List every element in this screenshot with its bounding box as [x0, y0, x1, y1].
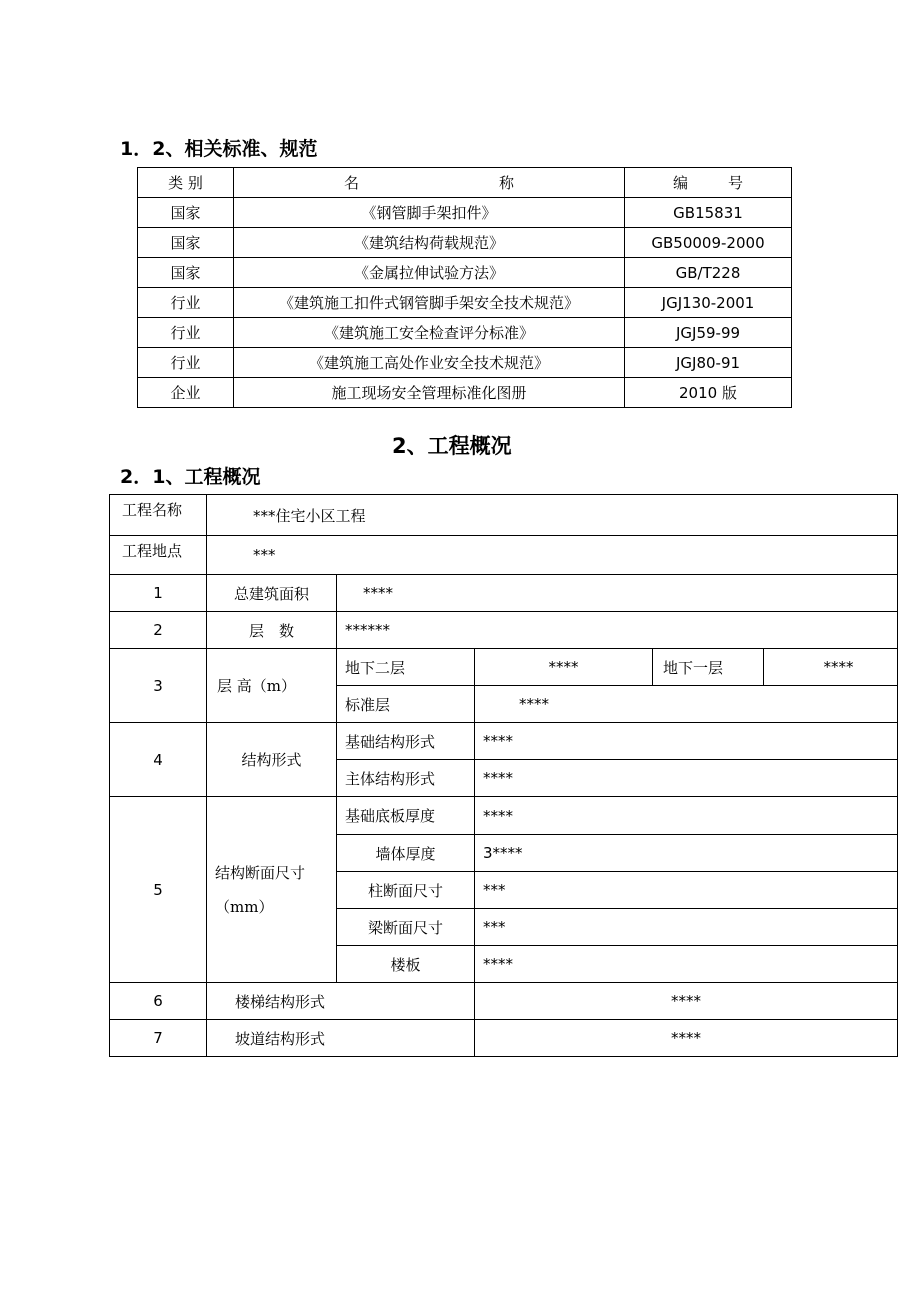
standard-name-cell: 《建筑施工扣件式钢管脚手架安全技术规范》: [234, 288, 625, 318]
basement-2-label: 地下二层: [337, 649, 475, 686]
foundation-structure-label: 基础结构形式: [337, 723, 475, 760]
table-row: [110, 723, 898, 760]
structure-form-label: 结构形式: [207, 723, 337, 797]
category-cell: 行业: [138, 348, 234, 378]
floor-height-label: 层 高（m）: [207, 649, 337, 723]
header-name: 名 称: [234, 168, 625, 198]
basement-2-value: ****: [475, 649, 653, 686]
total-area-value: ****: [337, 575, 898, 612]
section-size-unit: （mm）: [215, 897, 274, 916]
standard-code-cell: JGJ80-91: [625, 348, 792, 378]
table-row: [110, 983, 898, 1020]
column-section-label: 柱断面尺寸: [337, 872, 475, 909]
main-structure-label: 主体结构形式: [337, 760, 475, 797]
project-name-value: ***住宅小区工程: [207, 495, 898, 536]
standard-floor-value: ****: [475, 686, 898, 723]
basement-1-value: ****: [764, 649, 898, 686]
table-row: [138, 288, 792, 318]
standard-name-cell: 《建筑结构荷载规范》: [234, 228, 625, 258]
project-name-label: 工程名称: [110, 495, 207, 536]
foundation-structure-value: ****: [475, 723, 898, 760]
standard-floor-label: 标准层: [337, 686, 475, 723]
table-row: [110, 575, 898, 612]
table-row: [138, 258, 792, 288]
ramp-structure-label: 坡道结构形式: [207, 1020, 475, 1057]
row-number: 2: [110, 612, 207, 649]
wall-thickness-label: 墙体厚度: [337, 835, 475, 872]
standard-code-cell: GB15831: [625, 198, 792, 228]
table-row: [138, 198, 792, 228]
row-number: 6: [110, 983, 207, 1020]
row-number: 4: [110, 723, 207, 797]
standard-code-cell: JGJ59-99: [625, 318, 792, 348]
section-size-title: 结构断面尺寸: [215, 863, 306, 882]
table-row: [110, 649, 898, 686]
beam-section-value: ***: [475, 909, 898, 946]
table-row: [138, 318, 792, 348]
table-row: [138, 348, 792, 378]
standards-table: [137, 167, 792, 408]
standard-name-cell: 《金属拉伸试验方法》: [234, 258, 625, 288]
location-row: [110, 536, 898, 575]
row-number: 7: [110, 1020, 207, 1057]
project-overview-table: [109, 494, 898, 1057]
location-value: ***: [207, 536, 898, 575]
table-row: [110, 797, 898, 835]
category-cell: 企业: [138, 378, 234, 408]
section-2-title: 2、工程概况: [392, 434, 512, 458]
standard-name-cell: 《钢管脚手架扣件》: [234, 198, 625, 228]
total-area-label: 总建筑面积: [207, 575, 337, 612]
standard-code-cell: 2010 版: [625, 378, 792, 408]
standard-code-cell: GB/T228: [625, 258, 792, 288]
beam-section-label: 梁断面尺寸: [337, 909, 475, 946]
stair-structure-label: 楼梯结构形式: [207, 983, 475, 1020]
standard-name-cell: 《建筑施工高处作业安全技术规范》: [234, 348, 625, 378]
table-row: [110, 612, 898, 649]
section-1-2-title: 1．2、相关标准、规范: [120, 138, 318, 160]
standards-header-row: [138, 168, 792, 198]
table-row: [138, 378, 792, 408]
table-row: [138, 228, 792, 258]
category-cell: 行业: [138, 288, 234, 318]
column-section-value: ***: [475, 872, 898, 909]
basement-1-label: 地下一层: [653, 649, 764, 686]
floor-slab-value: ****: [475, 946, 898, 983]
ramp-structure-value: ****: [475, 1020, 898, 1057]
standard-name-cell: 施工现场安全管理标准化图册: [234, 378, 625, 408]
category-cell: 国家: [138, 258, 234, 288]
category-cell: 行业: [138, 318, 234, 348]
standard-code-cell: GB50009-2000: [625, 228, 792, 258]
header-category: 类 别: [138, 168, 234, 198]
category-cell: 国家: [138, 198, 234, 228]
stair-structure-value: ****: [475, 983, 898, 1020]
row-number: 5: [110, 797, 207, 983]
floor-slab-label: 楼板: [337, 946, 475, 983]
category-cell: 国家: [138, 228, 234, 258]
section-2-1-title: 2．1、工程概况: [120, 466, 261, 488]
row-number: 1: [110, 575, 207, 612]
floors-value: ******: [337, 612, 898, 649]
section-size-label: [207, 797, 337, 983]
standard-name-cell: 《建筑施工安全检查评分标准》: [234, 318, 625, 348]
standard-code-cell: JGJ130-2001: [625, 288, 792, 318]
table-row: [110, 1020, 898, 1057]
main-structure-value: ****: [475, 760, 898, 797]
row-number: 3: [110, 649, 207, 723]
project-name-row: [110, 495, 898, 536]
wall-thickness-value: 3****: [475, 835, 898, 872]
location-label: 工程地点: [110, 536, 207, 575]
slab-thickness-label: 基础底板厚度: [337, 797, 475, 835]
floors-label: 层 数: [207, 612, 337, 649]
slab-thickness-value: ****: [475, 797, 898, 835]
header-code: 编 号: [625, 168, 792, 198]
